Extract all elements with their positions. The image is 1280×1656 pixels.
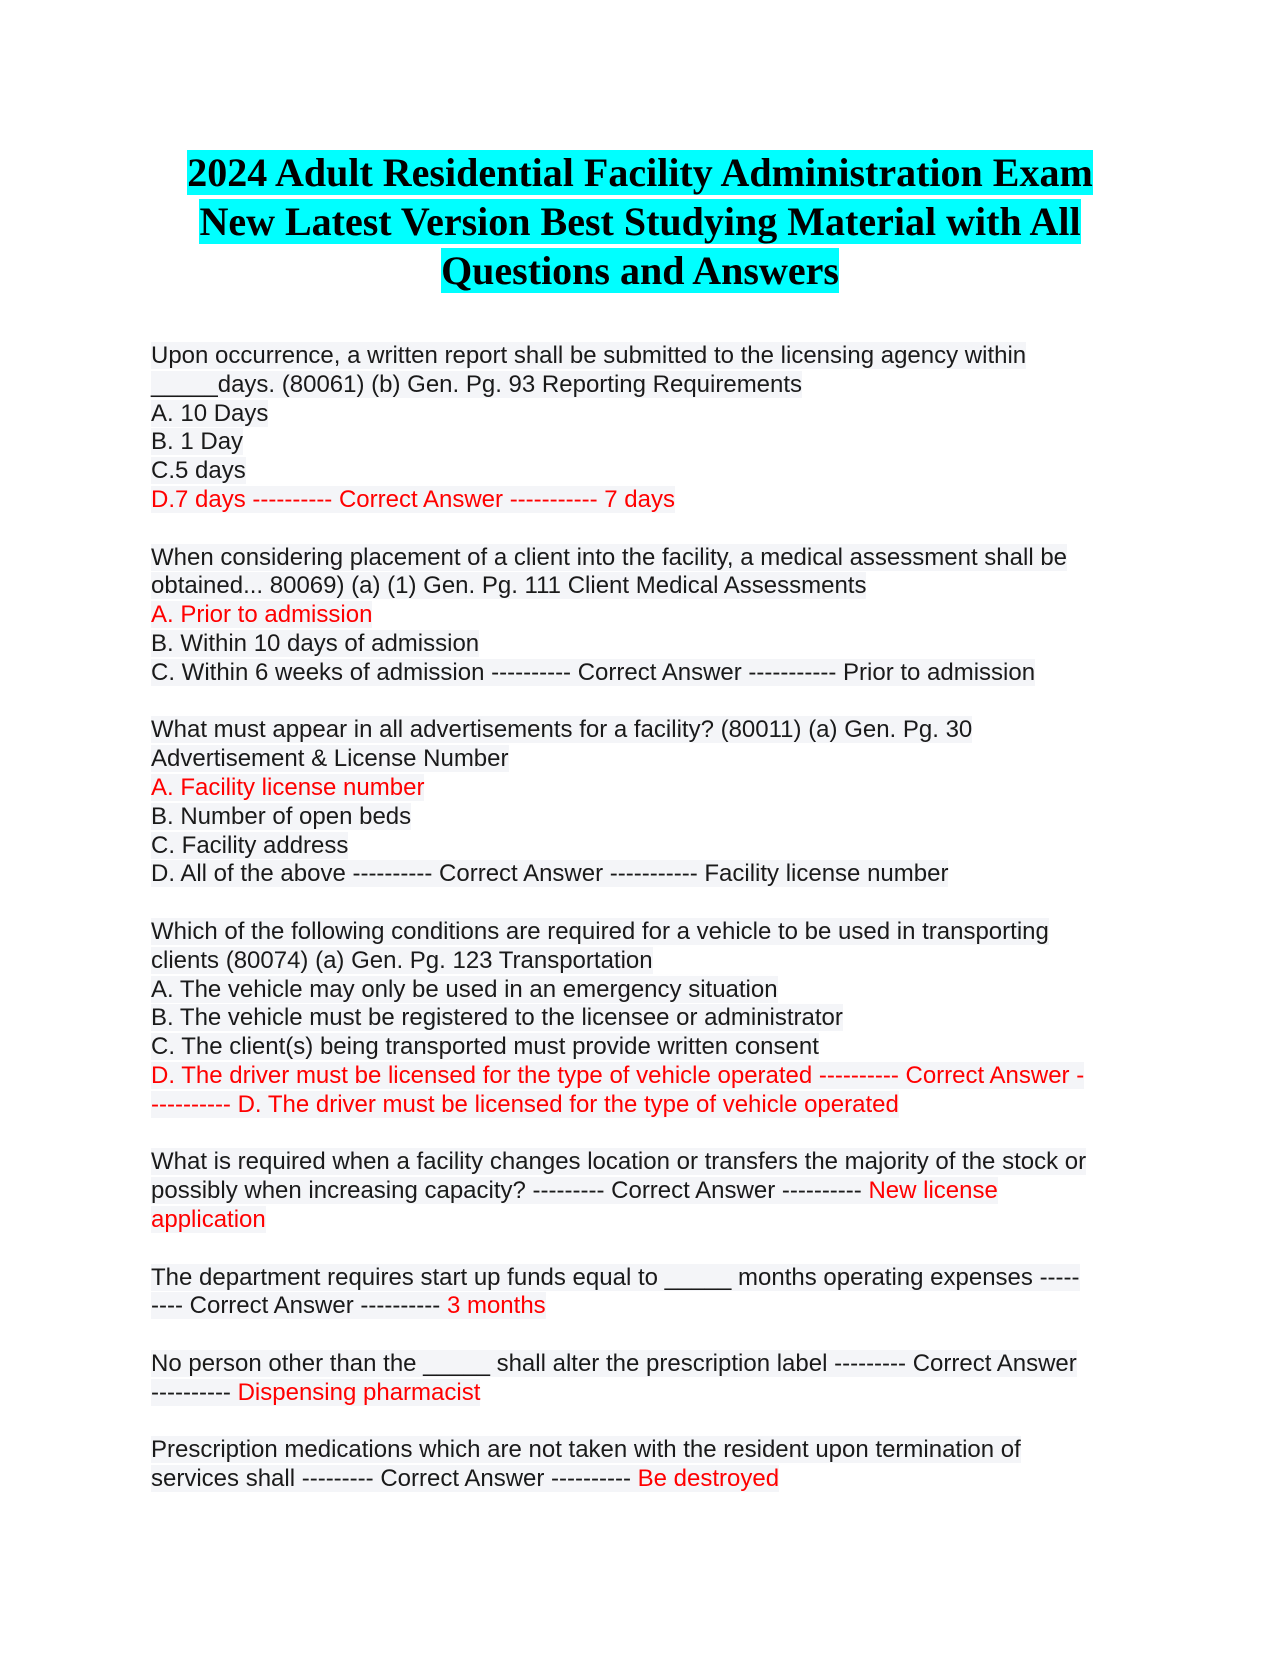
option-c: C. Within 6 weeks of admission ---------- Correct Answer ----------- Prior to admission xyxy=(151,658,1036,686)
question-6 xyxy=(151,1264,1136,1322)
question-text: _____days. (80061) (b) Gen. Pg. 93 Reporting Requirements xyxy=(151,370,803,398)
question-4 xyxy=(151,918,1136,1120)
correct-answer-text: application xyxy=(151,1205,266,1233)
option-d-correct: D. The driver must be licensed for the type of vehicle operated ---------- Correct Answer - xyxy=(151,1061,1085,1089)
correct-answer-text: ---------- D. The driver must be licensed for the type of vehicle operated xyxy=(151,1090,899,1118)
correct-answer-text: Be destroyed xyxy=(637,1465,780,1493)
question-7 xyxy=(151,1350,1136,1408)
option-c: C. The client(s) being transported must provide written consent xyxy=(151,1033,819,1061)
question-text: services shall --------- Correct Answer ---------- xyxy=(151,1465,638,1493)
option-a: A. The vehicle may only be used in an emergency situation xyxy=(151,975,778,1003)
title-line-3: Questions and Answers xyxy=(441,248,839,293)
question-3 xyxy=(151,716,1136,889)
question-5 xyxy=(151,1148,1136,1234)
question-text: The department requires start up funds equal to _____ months operating expenses ----- xyxy=(151,1263,1080,1291)
correct-answer-text: Dispensing pharmacist xyxy=(237,1378,481,1406)
option-d: D. All of the above ---------- Correct Answer ----------- Facility license number xyxy=(151,860,949,888)
question-list xyxy=(151,342,1136,1523)
question-text: obtained... 80069) (a) (1) Gen. Pg. 111 Client Medical Assessments xyxy=(151,572,867,600)
option-a-correct: A. Prior to admission xyxy=(151,601,373,629)
question-text: Which of the following conditions are required for a vehicle to be used in transporting xyxy=(151,917,1049,945)
question-text: When considering placement of a client into the facility, a medical assessment shall be xyxy=(151,543,1068,571)
option-b: B. Number of open beds xyxy=(151,802,412,830)
option-d-correct: D.7 days ---------- Correct Answer ----------- 7 days xyxy=(151,485,675,513)
option-a-correct: A. Facility license number xyxy=(151,773,425,801)
question-text: ---------- xyxy=(151,1378,238,1406)
option-b: B. Within 10 days of admission xyxy=(151,629,480,657)
question-8 xyxy=(151,1436,1136,1494)
question-text: What is required when a facility changes location or transfers the majority of the stock or xyxy=(151,1148,1087,1176)
option-a: A. 10 Days xyxy=(151,399,269,427)
question-text: Upon occurrence, a written report shall be submitted to the licensing agency within xyxy=(151,342,1027,369)
question-text: ---- Correct Answer ---------- xyxy=(151,1292,447,1320)
question-text: What must appear in all advertisements for a facility? (80011) (a) Gen. Pg. 30 xyxy=(151,716,973,744)
question-text: clients (80074) (a) Gen. Pg. 123 Transportation xyxy=(151,946,653,974)
question-text: possibly when increasing capacity? --------- Correct Answer ---------- xyxy=(151,1177,869,1205)
document-title xyxy=(120,148,1160,295)
question-1 xyxy=(151,342,1136,515)
question-2 xyxy=(151,544,1136,688)
correct-answer-text: 3 months xyxy=(446,1292,546,1320)
question-text: No person other than the _____ shall alter the prescription label --------- Correct Answer xyxy=(151,1349,1077,1377)
option-b: B. 1 Day xyxy=(151,428,244,456)
title-line-2: New Latest Version Best Studying Material with All xyxy=(199,199,1081,244)
option-b: B. The vehicle must be registered to the licensee or administrator xyxy=(151,1004,843,1032)
option-c: C.5 days xyxy=(151,457,246,485)
question-text: Advertisement & License Number xyxy=(151,745,509,773)
question-text: Prescription medications which are not taken with the resident upon termination of xyxy=(151,1436,1021,1464)
option-c: C. Facility address xyxy=(151,831,349,859)
title-line-1: 2024 Adult Residential Facility Administration Exam xyxy=(187,150,1093,195)
correct-answer-text: New license xyxy=(868,1177,998,1205)
